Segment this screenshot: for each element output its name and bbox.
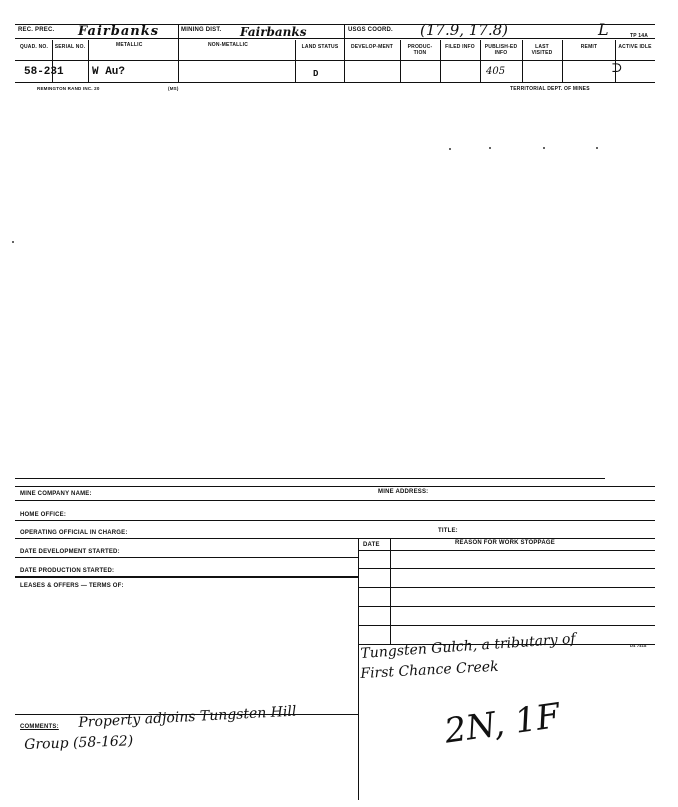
- published-info-header: PUBLISH-ED INFO: [484, 44, 518, 56]
- comments-line1: Property adjoins Tungsten Hill: [78, 703, 297, 731]
- usgs-coord-label: USGS COORD.: [348, 27, 393, 33]
- mine-address-label: MINE ADDRESS:: [378, 489, 429, 495]
- form-rule: [15, 576, 358, 578]
- form-rule: [15, 557, 358, 558]
- speck: [596, 147, 598, 149]
- mid-code: (MS): [168, 86, 179, 91]
- rec-prec-value: Fairbanks: [78, 24, 160, 39]
- remit-header: REMIT: [580, 44, 598, 50]
- form-rule: [15, 486, 655, 487]
- development-header: DEVELOP-MENT: [350, 44, 394, 50]
- operating-official-label: OPERATING OFFICIAL IN CHARGE:: [20, 530, 128, 536]
- location-note-line2: First Chance Creek: [360, 658, 499, 682]
- land-status-value: D: [313, 69, 319, 79]
- stoppage-date-header: DATE: [363, 542, 380, 548]
- active-idle-header: ACTIVE IDLE: [618, 44, 652, 50]
- filed-info-header: FILED INFO: [445, 44, 475, 50]
- col-sep: [178, 24, 179, 82]
- stoppage-row-rule: [358, 568, 655, 569]
- home-office-label: HOME OFFICE:: [20, 512, 67, 518]
- non-metallic-header: NON-METALLIC: [208, 42, 249, 48]
- location-note-line1: Tungsten Gulch, a tributary of: [360, 630, 577, 662]
- comments-label: COMMENTS:: [20, 724, 59, 730]
- leases-offers-label: LEASES & OFFERS — TERMS OF:: [20, 583, 124, 589]
- date-development-label: DATE DEVELOPMENT STARTED:: [20, 549, 120, 555]
- quad-serial-value: 58-231: [24, 66, 64, 78]
- speck: [489, 147, 491, 149]
- speck: [12, 241, 14, 243]
- date-production-label: DATE PRODUCTION STARTED:: [20, 568, 115, 574]
- stoppage-table-left-rule: [358, 538, 359, 800]
- grid-reference: 2N, 1F: [442, 695, 563, 752]
- form-rule: [15, 520, 655, 521]
- stoppage-row-rule: [358, 606, 655, 607]
- mining-dist-label: MINING DIST.: [181, 27, 222, 33]
- form-rule: [15, 538, 655, 539]
- col-sep: [562, 40, 563, 82]
- header-row-rule: [15, 60, 655, 61]
- production-header: PRODUC-TION: [407, 44, 433, 56]
- stoppage-row-rule: [358, 550, 655, 551]
- department-line: TERRITORIAL DEPT. OF MINES: [510, 86, 590, 92]
- published-info-value: 405: [486, 66, 506, 77]
- form-rule: [15, 500, 655, 501]
- metallic-header: METALLIC: [116, 42, 143, 48]
- stoppage-row-rule: [358, 625, 655, 626]
- title-label: TITLE:: [438, 528, 458, 534]
- printer-line: REMINGTON RAND INC. 20: [37, 86, 100, 91]
- col-sep: [344, 24, 345, 82]
- col-sep: [480, 40, 481, 82]
- stoppage-row-rule: [358, 587, 655, 588]
- stoppage-date-col-rule: [390, 538, 391, 644]
- col-sep: [88, 40, 89, 82]
- rec-prec-label: REC. PREC.: [18, 27, 55, 33]
- header-bottom-rule: [15, 82, 655, 83]
- small-corner-code: D4 7418: [630, 643, 647, 648]
- stoppage-reason-header: REASON FOR WORK STOPPAGE: [455, 540, 555, 546]
- status-mark: ⊃: [611, 60, 623, 76]
- col-sep: [440, 40, 441, 82]
- mining-dist-value: Fairbanks: [240, 25, 307, 39]
- form-number: TP 14A: [630, 33, 649, 39]
- form-top-rule: [15, 478, 605, 479]
- last-visited-header: LAST VISITED: [531, 44, 553, 56]
- serial-no-header: SERIAL NO.: [54, 44, 86, 50]
- quad-no-header: QUAD. NO.: [19, 44, 49, 50]
- speck: [449, 148, 451, 150]
- corner-mark: L: [598, 20, 609, 39]
- land-status-header: LAND STATUS: [301, 44, 339, 50]
- col-sep: [522, 40, 523, 82]
- col-sep: [295, 40, 296, 82]
- usgs-coord-value: (17.9, 17.8): [420, 21, 509, 39]
- col-sep: [400, 40, 401, 82]
- metallic-value: W Au?: [92, 66, 126, 78]
- mine-company-name-label: MINE COMPANY NAME:: [20, 491, 92, 497]
- speck: [543, 147, 545, 149]
- comments-line2: Group (58-162): [24, 733, 134, 753]
